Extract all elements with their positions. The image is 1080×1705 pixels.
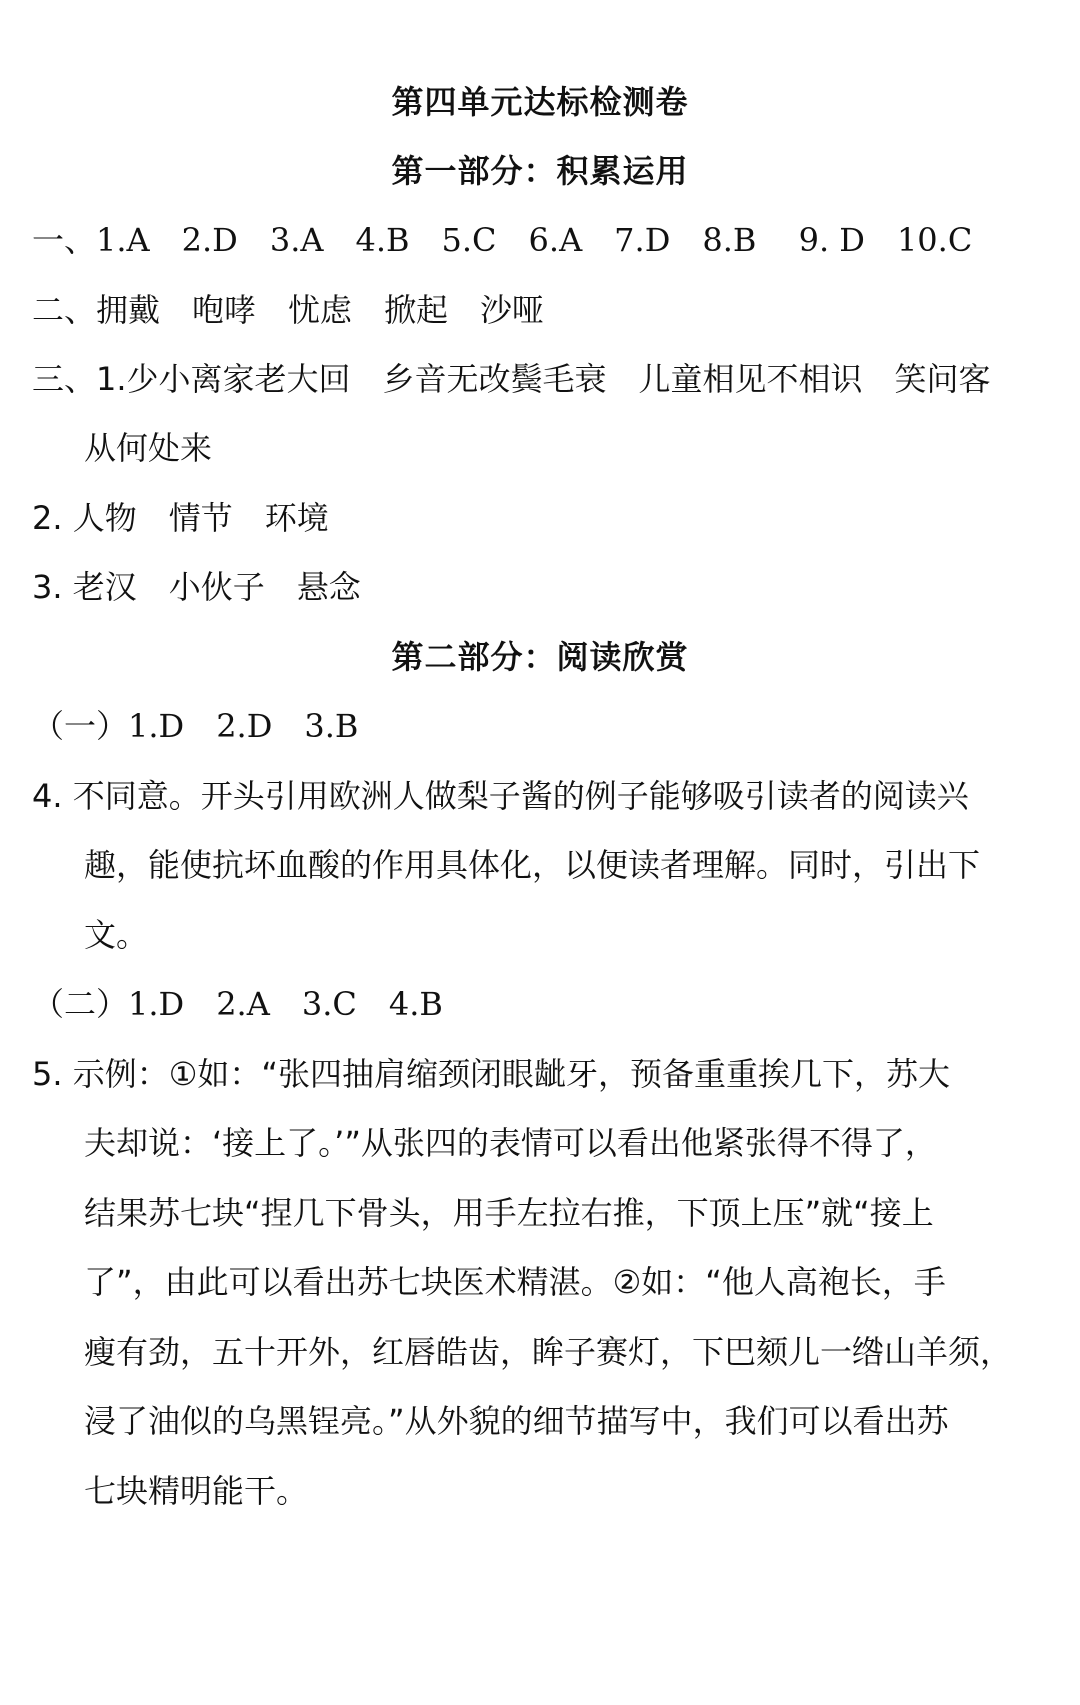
reading-2-q5-line-1: 5. 示例：①如：“张四抽肩缩颈闭眼龇牙，预备重重挨几下，苏大	[32, 1055, 950, 1093]
answer-section-1: 一、1.A 2.D 3.A 4.B 5.C 6.A 7.D 8.B 9. D 10.C	[32, 221, 973, 259]
answer-section-3-line-2: 从何处来	[84, 429, 213, 467]
answer-section-3-item-3: 3. 老汉 小伙子 悬念	[32, 568, 361, 606]
reading-2-q5-line-4: 了”，由此可以看出苏七块医术精湛。②如：“他人高袍长，手	[84, 1263, 946, 1301]
reading-2-q5-line-5: 瘦有劲，五十开外，红唇皓齿，眸子赛灯，下巴颏儿一绺山羊须，	[84, 1333, 1013, 1371]
page-title: 第四单元达标检测卷	[391, 83, 689, 121]
answer-section-2: 二、拥戴 咆哮 忧虑 掀起 沙哑	[32, 291, 545, 329]
reading-1-q4-line-2: 趣，能使抗坏血酸的作用具体化，以便读者理解。同时，引出下	[84, 846, 981, 884]
reading-1-q4-line-1: 4. 不同意。开头引用欧洲人做梨子酱的例子能够吸引读者的阅读兴	[32, 777, 969, 815]
reading-1-q4-line-3: 文。	[84, 916, 149, 954]
reading-2-q5-line-7: 七块精明能干。	[84, 1472, 309, 1510]
reading-2-q5-line-2: 夫却说：‘接上了。’”从张四的表情可以看出他紧张得不得了，	[84, 1124, 937, 1162]
answer-section-3-line-1: 三、1.少小离家老大回 乡音无改鬓毛衰 儿童相见不相识 笑问客	[32, 360, 991, 398]
reading-1-answers: （一）1.D 2.D 3.B	[32, 707, 359, 745]
reading-2-q5-line-3: 结果苏七块“捏几下骨头，用手左拉右推，下顶上压”就“接上	[84, 1194, 934, 1232]
reading-2-answers: （二）1.D 2.A 3.C 4.B	[32, 985, 443, 1023]
reading-2-q5-line-6: 浸了油似的乌黑锃亮。”从外貌的细节描写中，我们可以看出苏	[84, 1402, 949, 1440]
part2-heading: 第二部分：阅读欣赏	[391, 638, 689, 676]
answer-section-3-item-2: 2. 人物 情节 环境	[32, 499, 329, 537]
part1-heading: 第一部分：积累运用	[391, 152, 689, 190]
